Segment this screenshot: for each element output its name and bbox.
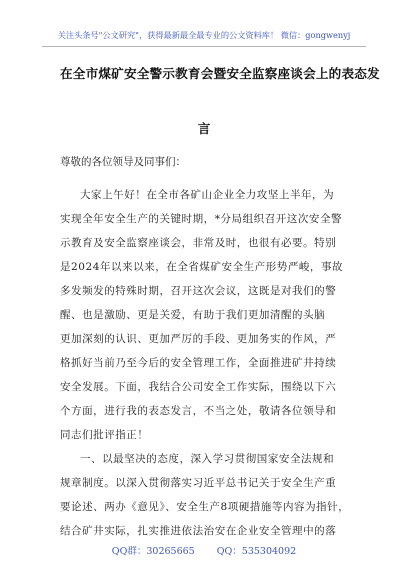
body-line: 大家上午好！在全市各矿山企业全力攻坚上半年，为 (80, 189, 335, 201)
body-line: 安全发展。下面，我结合公司安全工作实际，围绕以下六 (60, 381, 337, 393)
body-line: 醒、也是激励、更是关爱，有助于我们更加清醒的头脑 (60, 309, 326, 321)
salutation: 尊敬的各位领导及同事们： (60, 156, 186, 168)
document-title: 在全市煤矿安全警示教育会暨安全监察座谈会上的表态发 (60, 66, 380, 81)
body-line: 结合矿井实际，扎实推进依法治安在企业安全管理中的落 (60, 525, 337, 537)
header-notice: 关注头条号"公文研究"，获得最新最全最专业的公文资料库！ 微信：gongwenyj (57, 30, 351, 40)
document-title-continuation: 言 (197, 121, 211, 136)
footer-contact (0, 543, 408, 557)
body-line: 个方面，进行我的表态发言，不当之处，敬请各位领导和 (60, 405, 337, 417)
body-line: 规章制度。以深入贯彻落实习近平总书记关于安全生产重 (60, 477, 337, 489)
body-line: 示教育及安全监察座谈会，非常及时，也很有必要。特别 (60, 237, 337, 249)
footer-qq-group: QQ群：30265665 (111, 546, 195, 557)
body-line: 多发频发的特殊时期，召开这次会议，这既是对我们的警 (60, 285, 337, 297)
header-divider (42, 46, 366, 47)
body-line: 是2024年以来以来，在全省煤矿安全生产形势严峻，事故 (60, 261, 344, 273)
body-line: 要论述、两办《意见》、安全生产8项硬措施等内容为指针， (60, 501, 350, 513)
footer-qq: QQ：535304092 (216, 546, 297, 557)
body-line: 更加深刻的认识、更加严厉的手段、更加务实的作风，严 (60, 333, 337, 345)
body-line: 实现全年安全生产的关键时期，*分局组织召开这次安全警 (60, 213, 343, 225)
body-line: 同志们批评指正！ (60, 429, 149, 441)
body-line: 格抓好当前乃至今后的安全管理工作，全面推进矿井持续 (60, 357, 337, 369)
body-line: 一、以最坚决的态度，深入学习贯彻国家安全法规和 (80, 453, 335, 465)
